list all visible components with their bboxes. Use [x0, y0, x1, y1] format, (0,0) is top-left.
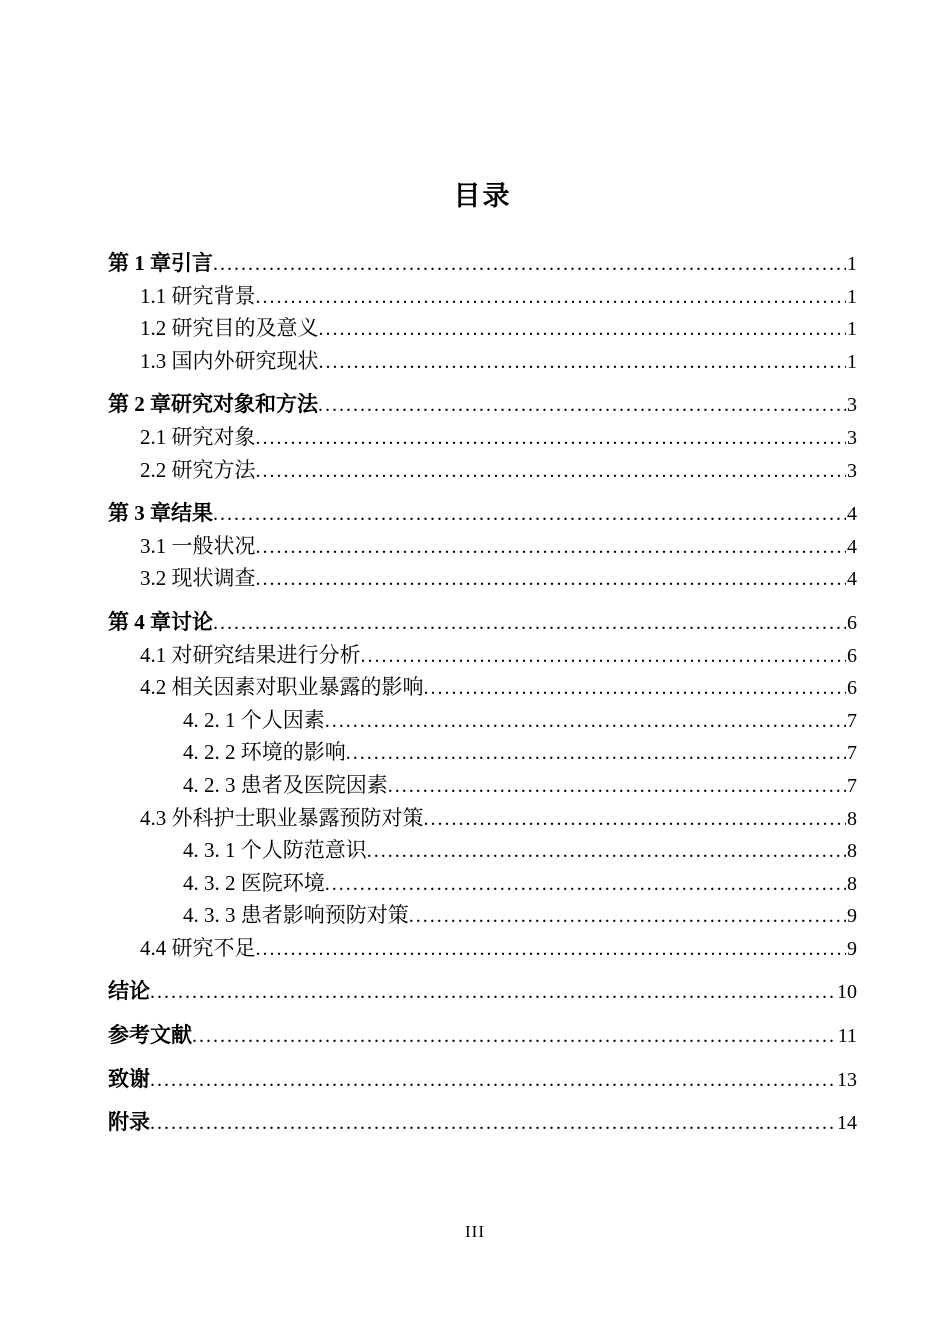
toc-dot-leader — [192, 1021, 837, 1053]
toc-entry-label: 第 4 章讨论 — [108, 609, 213, 634]
toc-page-number: 3 — [847, 459, 857, 482]
toc-dot-leader — [325, 869, 846, 901]
toc-entry-label: 结论 — [108, 979, 150, 1004]
toc-page-number: 13 — [837, 1068, 857, 1091]
toc-entry-label: 第 2 章研究对象和方法 — [108, 392, 318, 417]
toc-row — [108, 607, 857, 640]
toc-dot-leader — [367, 836, 846, 868]
toc-dot-leader — [213, 499, 846, 531]
toc-row — [108, 1064, 857, 1097]
toc-page-number: 8 — [847, 807, 857, 830]
toc-dot-leader — [361, 641, 847, 673]
toc-row — [108, 835, 857, 868]
toc-dot-leader — [424, 673, 847, 705]
toc-dot-leader — [424, 804, 847, 836]
toc-dot-leader — [319, 347, 847, 379]
toc-row — [108, 531, 857, 564]
toc-entry-label: 2.2 研究方法 — [140, 457, 256, 482]
toc-dot-leader — [256, 456, 847, 488]
toc-row — [108, 389, 857, 422]
toc-page-number: 4 — [847, 503, 857, 526]
toc-row — [108, 455, 857, 488]
toc-list — [108, 248, 857, 1140]
toc-entry-label: 4. 2. 3 患者及医院因素 — [183, 772, 388, 797]
toc-page-number: 8 — [847, 840, 857, 863]
toc-entry-label: 1.2 研究目的及意义 — [140, 316, 319, 341]
toc-page-number: 6 — [847, 644, 857, 667]
toc-row — [108, 672, 857, 705]
toc-dot-leader — [325, 706, 846, 738]
toc-dot-leader — [409, 901, 846, 933]
toc-row — [108, 705, 857, 738]
toc-entry-label: 4.1 对研究结果进行分析 — [140, 642, 361, 667]
toc-entry-label: 参考文献 — [108, 1023, 192, 1048]
toc-row — [108, 803, 857, 836]
toc-dot-leader — [213, 249, 846, 281]
toc-page-number: 3 — [847, 426, 857, 449]
toc-row — [108, 900, 857, 933]
toc-entry-label: 3.2 现状调查 — [140, 566, 256, 591]
toc-dot-leader — [256, 282, 847, 314]
toc-page-number: 14 — [837, 1112, 857, 1135]
toc-entry-label: 4. 3. 3 患者影响预防对策 — [183, 903, 409, 928]
toc-page-number: 6 — [847, 611, 857, 634]
toc-page-number: 1 — [847, 318, 857, 341]
toc-entry-label: 4. 3. 2 医院环境 — [183, 870, 325, 895]
toc-dot-leader — [256, 564, 847, 596]
toc-row — [108, 281, 857, 314]
toc-entry-label: 4.3 外科护士职业暴露预防对策 — [140, 805, 424, 830]
footer-page-number: III — [465, 1222, 485, 1241]
toc-row — [108, 868, 857, 901]
toc-entry-label: 4. 3. 1 个人防范意识 — [183, 838, 367, 863]
toc-dot-leader — [346, 738, 846, 770]
toc-dot-leader — [319, 314, 847, 346]
toc-row — [108, 346, 857, 379]
toc-row — [108, 248, 857, 281]
toc-dot-leader — [256, 423, 847, 455]
toc-row — [108, 313, 857, 346]
toc-entry-label: 1.1 研究背景 — [140, 283, 256, 308]
toc-entry-label: 4. 2. 2 环境的影响 — [183, 740, 346, 765]
toc-entry-label: 1.3 国内外研究现状 — [140, 348, 319, 373]
toc-entry-label: 第 3 章结果 — [108, 501, 213, 526]
toc-row — [108, 976, 857, 1009]
toc-page-number: 11 — [837, 1025, 857, 1048]
toc-row — [108, 737, 857, 770]
toc-page-number: 1 — [847, 253, 857, 275]
toc-dot-leader — [256, 532, 847, 564]
toc-page-number: 8 — [847, 872, 857, 895]
toc-page-number: 4 — [847, 568, 857, 591]
toc-dot-leader — [150, 1065, 836, 1097]
toc-row — [108, 563, 857, 596]
toc-page-number: 1 — [847, 285, 857, 308]
toc-page-number: 9 — [847, 937, 857, 960]
toc-page-number: 9 — [847, 905, 857, 928]
toc-row — [108, 770, 857, 803]
toc-dot-leader — [318, 390, 846, 422]
toc-row — [108, 422, 857, 455]
toc-page-number: 7 — [847, 709, 857, 732]
toc-row — [108, 498, 857, 531]
toc-page-number: 6 — [847, 677, 857, 700]
toc-page-number: 7 — [847, 742, 857, 765]
toc-row — [108, 640, 857, 673]
toc-page-number: 10 — [837, 981, 857, 1004]
toc-dot-leader — [388, 771, 846, 803]
toc-entry-label: 4.2 相关因素对职业暴露的影响 — [140, 675, 424, 700]
toc-entry-label: 第 1 章引言 — [108, 251, 213, 275]
toc-row — [108, 933, 857, 966]
toc-entry-label: 4.4 研究不足 — [140, 935, 256, 960]
toc-entry-label: 附录 — [108, 1110, 150, 1135]
toc-dot-leader — [213, 608, 846, 640]
toc-entry-label: 3.1 一般状况 — [140, 533, 256, 558]
toc-page-number: 3 — [847, 394, 857, 417]
toc-row — [108, 1020, 857, 1053]
toc-dot-leader — [256, 934, 847, 966]
toc-dot-leader — [150, 977, 836, 1009]
toc-entry-label: 致谢 — [108, 1066, 150, 1091]
toc-page-number: 1 — [847, 350, 857, 373]
toc-entry-label: 4. 2. 1 个人因素 — [183, 707, 325, 732]
toc-page-number: 7 — [847, 774, 857, 797]
toc-row — [108, 1107, 857, 1140]
toc-dot-leader — [150, 1108, 836, 1140]
page-footer — [0, 1222, 950, 1242]
toc-entry-label: 2.1 研究对象 — [140, 424, 256, 449]
toc-title: 目录 — [453, 181, 512, 211]
toc-page-number: 4 — [847, 535, 857, 558]
